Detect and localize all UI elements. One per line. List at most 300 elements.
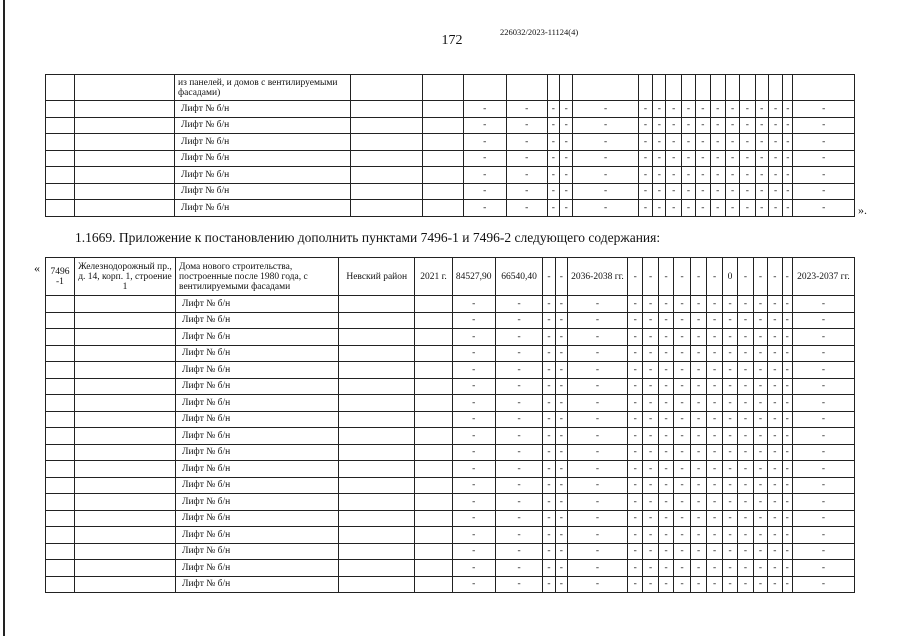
dash-cell: -: [755, 117, 768, 134]
empty-cell: [415, 428, 452, 445]
table-row: [46, 510, 855, 527]
dash-cell: -: [643, 494, 658, 511]
empty-cell: [339, 378, 415, 395]
empty-cell: [74, 75, 174, 101]
dash-cell: -: [452, 477, 495, 494]
page-number: 172: [441, 33, 463, 48]
dash-cell: -: [543, 543, 555, 560]
dash-cell: -: [690, 428, 707, 445]
empty-cell: [339, 345, 415, 362]
empty-cell: [339, 411, 415, 428]
empty-cell: [422, 200, 463, 217]
dash-cell: -: [643, 576, 658, 593]
empty-cell: [463, 75, 506, 101]
dash-cell: -: [782, 362, 792, 379]
lift-name: Лифт № б/н: [176, 428, 339, 445]
dash-cell: -: [643, 329, 658, 346]
dash-cell: -: [555, 477, 567, 494]
dash-cell: -: [560, 101, 573, 118]
dash-cell: -: [627, 494, 642, 511]
dash-cell: -: [543, 345, 555, 362]
empty-cell: [740, 75, 755, 101]
empty-cell: [351, 134, 423, 151]
dash-cell: -: [568, 296, 628, 313]
dash-cell: -: [627, 329, 642, 346]
dash-cell: -: [627, 312, 642, 329]
dash-cell: -: [738, 510, 753, 527]
empty-cell: [351, 167, 423, 184]
dash-cell: -: [738, 576, 753, 593]
table-row: [46, 576, 855, 593]
dash-cell: -: [555, 510, 567, 527]
dash-cell: -: [555, 411, 567, 428]
dash-cell: -: [568, 444, 628, 461]
dash-cell: -: [722, 477, 737, 494]
dash-cell: -: [666, 117, 681, 134]
dash-cell: -: [710, 200, 725, 217]
dash-cell: -: [495, 494, 542, 511]
dash-cell: -: [506, 200, 547, 217]
empty-cell: [74, 345, 175, 362]
dash-cell: -: [696, 150, 710, 167]
dash-cell: -: [707, 395, 722, 412]
dash-cell: -: [658, 362, 673, 379]
dash-cell: -: [495, 345, 542, 362]
dash-cell: -: [725, 101, 739, 118]
dash-cell: -: [755, 167, 768, 184]
dash-cell: -: [707, 362, 722, 379]
dash-cell: -: [690, 444, 707, 461]
empty-cell: [74, 494, 175, 511]
dash-cell: -: [547, 167, 559, 184]
empty-cell: [415, 560, 452, 577]
dash-cell: -: [643, 378, 658, 395]
dash-cell: -: [710, 101, 725, 118]
dash-cell: -: [753, 411, 767, 428]
empty-cell: [46, 183, 75, 200]
empty-cell: [46, 527, 75, 544]
dash-cell: -: [753, 296, 767, 313]
empty-cell: [573, 75, 639, 101]
empty-cell: [46, 167, 75, 184]
empty-cell: [793, 75, 855, 101]
lift-name: Лифт № б/н: [175, 183, 351, 200]
dash-cell: -: [722, 494, 737, 511]
dash-cell: -: [707, 477, 722, 494]
dash-cell: -: [658, 444, 673, 461]
dash-cell: -: [768, 312, 782, 329]
dash-cell: -: [658, 411, 673, 428]
lift-name: Лифт № б/н: [176, 527, 339, 544]
dash-cell: -: [753, 477, 767, 494]
dash-cell: -: [658, 461, 673, 478]
dash-cell: -: [690, 312, 707, 329]
dash-cell: -: [722, 329, 737, 346]
dash-cell: -: [543, 312, 555, 329]
dash-cell: -: [674, 312, 691, 329]
empty-cell: [710, 75, 725, 101]
dash-cell: -: [555, 543, 567, 560]
dash-cell: -: [753, 428, 767, 445]
dash-cell: -: [782, 312, 792, 329]
dash-cell: -: [738, 527, 753, 544]
dash-cell: -: [768, 183, 782, 200]
dash-cell: -: [643, 345, 658, 362]
dash-cell: -: [768, 477, 782, 494]
empty-cell: [46, 345, 75, 362]
dash-cell: -: [495, 296, 542, 313]
dash-cell: -: [722, 345, 737, 362]
dash-cell: -: [740, 150, 755, 167]
table-row: [46, 101, 855, 118]
empty-cell: [339, 444, 415, 461]
dash-cell: -: [768, 101, 782, 118]
dash-cell: -: [627, 477, 642, 494]
empty-cell: [46, 543, 75, 560]
dash-cell: -: [452, 345, 495, 362]
table-row: [46, 345, 855, 362]
dash-cell: -: [792, 378, 854, 395]
dash-cell: -: [643, 477, 658, 494]
empty-cell: [46, 312, 75, 329]
dash-cell: -: [725, 183, 739, 200]
dash-cell: -: [666, 183, 681, 200]
dash-cell: -: [452, 362, 495, 379]
dash-cell: -: [707, 576, 722, 593]
dash-cell: -: [768, 411, 782, 428]
empty-cell: [422, 101, 463, 118]
table-row: [46, 183, 855, 200]
dash-cell: -: [674, 428, 691, 445]
table-row: [46, 543, 855, 560]
dash-cell: -: [738, 477, 753, 494]
empty-cell: [560, 75, 573, 101]
empty-cell: [351, 183, 423, 200]
lift-name: Лифт № б/н: [176, 362, 339, 379]
dash-cell: -: [658, 329, 673, 346]
dash-cell: -: [707, 329, 722, 346]
dash-cell: -: [768, 117, 782, 134]
amendment-heading: 1.1669. Приложение к постановлению дополнить пунктами 7496-1 и 7496-2 следующего содержания:: [75, 230, 661, 245]
dash-cell: -: [568, 510, 628, 527]
dash-cell: -: [768, 134, 782, 151]
dash-cell: -: [782, 543, 792, 560]
empty-cell: [74, 428, 175, 445]
dash-cell: -: [792, 527, 854, 544]
table-row: [46, 560, 855, 577]
empty-cell: [74, 167, 174, 184]
dash-cell: -: [643, 362, 658, 379]
table-row: [46, 411, 855, 428]
dash-cell: -: [638, 117, 652, 134]
dash-cell: -: [568, 461, 628, 478]
dash-cell: -: [707, 543, 722, 560]
dash-cell: -: [560, 150, 573, 167]
empty-cell: [46, 560, 75, 577]
dash-cell: -: [555, 560, 567, 577]
dash-cell: -: [658, 378, 673, 395]
dash-cell: -: [753, 543, 767, 560]
dash-cell: -: [755, 150, 768, 167]
item-zero: 0: [722, 258, 737, 296]
dash-cell: -: [722, 510, 737, 527]
dash-cell: -: [753, 494, 767, 511]
dash-cell: -: [753, 560, 767, 577]
dash-cell: -: [560, 167, 573, 184]
dash-cell: -: [674, 576, 691, 593]
dash-cell: -: [768, 258, 782, 296]
dash-cell: -: [495, 477, 542, 494]
dash-cell: -: [690, 411, 707, 428]
empty-cell: [422, 167, 463, 184]
dash-cell: -: [452, 378, 495, 395]
dash-cell: -: [783, 150, 793, 167]
opening-quote: «: [34, 261, 40, 275]
dash-cell: -: [738, 296, 753, 313]
dash-cell: -: [722, 576, 737, 593]
dash-cell: -: [638, 167, 652, 184]
dash-cell: -: [627, 543, 642, 560]
lift-name: Лифт № б/н: [175, 134, 351, 151]
dash-cell: -: [707, 345, 722, 362]
empty-cell: [46, 395, 75, 412]
table-row: [46, 117, 855, 134]
dash-cell: -: [643, 510, 658, 527]
empty-cell: [46, 494, 75, 511]
dash-cell: -: [506, 150, 547, 167]
empty-cell: [46, 444, 75, 461]
dash-cell: -: [547, 150, 559, 167]
dash-cell: -: [690, 461, 707, 478]
dash-cell: -: [690, 296, 707, 313]
dash-cell: -: [783, 183, 793, 200]
dash-cell: -: [463, 200, 506, 217]
table-row-header-item: [46, 258, 855, 296]
dash-cell: -: [452, 510, 495, 527]
dash-cell: -: [725, 134, 739, 151]
dash-cell: -: [707, 428, 722, 445]
dash-cell: -: [638, 150, 652, 167]
empty-cell: [46, 200, 75, 217]
dash-cell: -: [568, 329, 628, 346]
dash-cell: -: [463, 183, 506, 200]
item-total-area: 84527,90: [452, 258, 495, 296]
dash-cell: -: [690, 395, 707, 412]
dash-cell: -: [555, 461, 567, 478]
lift-name: Лифт № б/н: [176, 329, 339, 346]
dash-cell: -: [725, 200, 739, 217]
empty-cell: [74, 560, 175, 577]
empty-cell: [339, 428, 415, 445]
dash-cell: -: [696, 134, 710, 151]
dash-cell: -: [658, 296, 673, 313]
dash-cell: -: [792, 560, 854, 577]
dash-cell: -: [495, 444, 542, 461]
dash-cell: -: [740, 167, 755, 184]
dash-cell: -: [768, 461, 782, 478]
dash-cell: -: [753, 461, 767, 478]
dash-cell: -: [543, 362, 555, 379]
dash-cell: -: [568, 560, 628, 577]
dash-cell: -: [643, 461, 658, 478]
dash-cell: -: [573, 167, 639, 184]
dash-cell: -: [568, 428, 628, 445]
dash-cell: -: [753, 378, 767, 395]
dash-cell: -: [555, 329, 567, 346]
dash-cell: -: [568, 378, 628, 395]
dash-cell: -: [653, 117, 666, 134]
dash-cell: -: [627, 527, 642, 544]
dash-cell: -: [710, 183, 725, 200]
dash-cell: -: [793, 101, 855, 118]
empty-cell: [74, 117, 174, 134]
dash-cell: -: [674, 362, 691, 379]
dash-cell: -: [783, 167, 793, 184]
dash-cell: -: [792, 477, 854, 494]
empty-cell: [638, 75, 652, 101]
item-category: Дома нового строительства, построенные после 1980 года, с вентилируемыми фасадами: [176, 258, 339, 296]
dash-cell: -: [452, 494, 495, 511]
empty-cell: [415, 378, 452, 395]
dash-cell: -: [627, 395, 642, 412]
empty-cell: [415, 461, 452, 478]
dash-cell: -: [568, 395, 628, 412]
dash-cell: -: [643, 527, 658, 544]
dash-cell: -: [782, 258, 792, 296]
empty-cell: [422, 117, 463, 134]
dash-cell: -: [674, 395, 691, 412]
dash-cell: -: [658, 527, 673, 544]
dash-cell: -: [738, 444, 753, 461]
empty-cell: [351, 200, 423, 217]
item-living-area: 66540,40: [495, 258, 542, 296]
dash-cell: -: [627, 362, 642, 379]
table-row: [46, 461, 855, 478]
dash-cell: -: [495, 576, 542, 593]
dash-cell: -: [768, 362, 782, 379]
empty-cell: [415, 543, 452, 560]
page-edge-line: [3, 0, 5, 636]
dash-cell: -: [690, 345, 707, 362]
dash-cell: -: [768, 167, 782, 184]
dash-cell: -: [495, 395, 542, 412]
dash-cell: -: [543, 494, 555, 511]
dash-cell: -: [793, 117, 855, 134]
empty-cell: [755, 75, 768, 101]
dash-cell: -: [753, 329, 767, 346]
dash-cell: -: [627, 378, 642, 395]
dash-cell: -: [707, 312, 722, 329]
dash-cell: -: [627, 258, 642, 296]
dash-cell: -: [543, 329, 555, 346]
empty-cell: [506, 75, 547, 101]
dash-cell: -: [573, 101, 639, 118]
dash-cell: -: [740, 183, 755, 200]
dash-cell: -: [753, 345, 767, 362]
dash-cell: -: [543, 444, 555, 461]
dash-cell: -: [740, 117, 755, 134]
dash-cell: -: [653, 167, 666, 184]
dash-cell: -: [738, 362, 753, 379]
dash-cell: -: [793, 134, 855, 151]
dash-cell: -: [463, 150, 506, 167]
lift-name: Лифт № б/н: [176, 395, 339, 412]
empty-cell: [46, 461, 75, 478]
dash-cell: -: [452, 411, 495, 428]
dash-cell: -: [543, 378, 555, 395]
dash-cell: -: [573, 134, 639, 151]
item-period-2: 2023-2037 гг.: [792, 258, 854, 296]
dash-cell: -: [768, 296, 782, 313]
dash-cell: -: [690, 378, 707, 395]
dash-cell: -: [543, 576, 555, 593]
dash-cell: -: [658, 395, 673, 412]
dash-cell: -: [452, 576, 495, 593]
empty-cell: [46, 134, 75, 151]
empty-cell: [74, 134, 174, 151]
dash-cell: -: [495, 527, 542, 544]
dash-cell: -: [495, 560, 542, 577]
empty-cell: [74, 362, 175, 379]
dash-cell: -: [782, 345, 792, 362]
dash-cell: -: [674, 527, 691, 544]
dash-cell: -: [674, 543, 691, 560]
lift-name: Лифт № б/н: [176, 296, 339, 313]
dash-cell: -: [674, 378, 691, 395]
empty-cell: [74, 411, 175, 428]
dash-cell: -: [753, 576, 767, 593]
empty-cell: [415, 494, 452, 511]
dash-cell: -: [674, 329, 691, 346]
dash-cell: -: [674, 461, 691, 478]
dash-cell: -: [452, 329, 495, 346]
dash-cell: -: [753, 395, 767, 412]
lift-name: Лифт № б/н: [175, 117, 351, 134]
dash-cell: -: [782, 560, 792, 577]
dash-cell: -: [738, 560, 753, 577]
table-row: [46, 296, 855, 313]
dash-cell: -: [547, 200, 559, 217]
dash-cell: -: [725, 150, 739, 167]
dash-cell: -: [555, 296, 567, 313]
dash-cell: -: [495, 461, 542, 478]
empty-cell: [339, 395, 415, 412]
dash-cell: -: [738, 312, 753, 329]
dash-cell: -: [690, 560, 707, 577]
dash-cell: -: [738, 258, 753, 296]
dash-cell: -: [658, 428, 673, 445]
table-row: [46, 527, 855, 544]
table-row: [46, 494, 855, 511]
dash-cell: -: [555, 444, 567, 461]
dash-cell: -: [707, 411, 722, 428]
dash-cell: -: [452, 444, 495, 461]
row-description: из панелей, и домов с вентилируемыми фасадами): [175, 75, 351, 101]
dash-cell: -: [674, 477, 691, 494]
dash-cell: -: [792, 576, 854, 593]
dash-cell: -: [768, 576, 782, 593]
dash-cell: -: [555, 428, 567, 445]
dash-cell: -: [495, 543, 542, 560]
dash-cell: -: [738, 494, 753, 511]
dash-cell: -: [658, 543, 673, 560]
empty-cell: [422, 75, 463, 101]
lift-name: Лифт № б/н: [176, 411, 339, 428]
dash-cell: -: [495, 411, 542, 428]
dash-cell: -: [568, 527, 628, 544]
dash-cell: -: [658, 560, 673, 577]
dash-cell: -: [658, 345, 673, 362]
